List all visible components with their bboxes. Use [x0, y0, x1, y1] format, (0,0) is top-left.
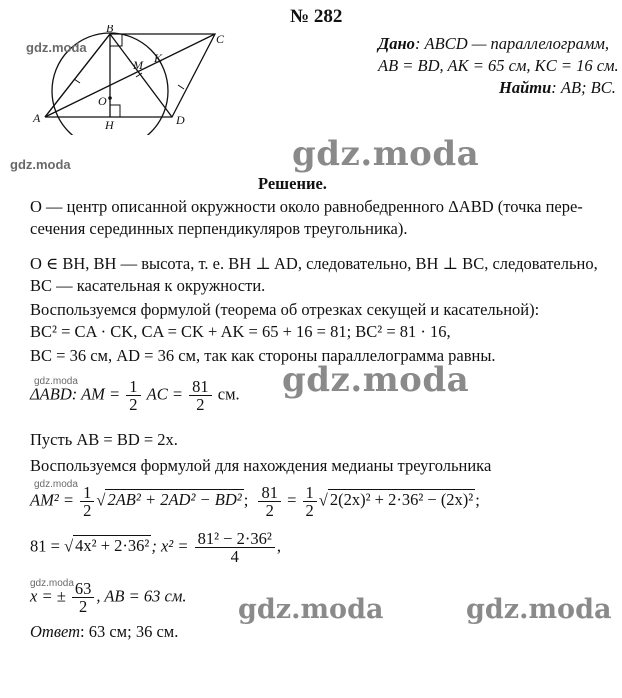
watermark-small: gdz.moda: [10, 157, 71, 172]
text-line: сечения серединных перпендикуляров треугольника).: [30, 219, 408, 238]
label-h: H: [105, 118, 114, 132]
formula-median-length: AM² = $\frac{1}{2}$ √ 2AB² + 2AD² − BD² ; $\frac{81}{2}$ = $\frac{1}{2}$ √ 2(2x)² + 2·36² − (2x)² ;: [30, 483, 480, 520]
watermark-small: gdz.moda: [26, 40, 87, 55]
label-k: K: [154, 51, 163, 65]
watermark-main: gdz.moda: [466, 594, 612, 625]
formula-x-squared: 81 = √ 4x² + 2·36² ; x² = $\frac{\text{81² − 2·36²}}{4}$ ,: [30, 529, 281, 566]
problem-number: № 282: [290, 6, 343, 27]
watermark-small: gdz.moda: [34, 376, 78, 387]
label-c: C: [216, 32, 225, 46]
solution-heading: Решение.: [258, 174, 327, 193]
find-line: Найти: AB; BC.: [499, 78, 616, 97]
answer-line: Ответ: 63 см; 36 см.: [30, 622, 179, 641]
text-line: Воспользуемся формулой (теорема об отрезках секущей и касательной):: [30, 300, 540, 319]
watermark-small: gdz.moda: [34, 479, 78, 490]
text-line: BC² = CA · CK, CA = CK + AK = 65 + 16 = 81; BC² = 81 · 16,: [30, 322, 451, 341]
given-line-2: AB = BD, AK = 65 см, KC = 16 см.: [378, 56, 619, 75]
label-m: M: [133, 58, 143, 72]
formula-result: x = ± $\frac{63}{2}$ , AB = 63 см.: [30, 579, 187, 616]
watermark-main: gdz.moda: [238, 594, 384, 625]
label-a: A: [33, 111, 41, 125]
watermark-main: gdz.moda: [292, 134, 480, 174]
text-line: BC = 36 см, AD = 36 см, так как стороны параллелограмма равны.: [30, 346, 496, 365]
given-line-1: Дано: ABCD — параллелограмм,: [378, 34, 610, 53]
text-line: Воспользуемся формулой для нахождения медианы треугольника: [30, 456, 492, 475]
formula-median: ΔABD: AM = $\frac{1}{2}$ AC = $\frac{81}{2}$ см.: [30, 377, 240, 414]
text-line: O — центр описанной окружности около равнобедренного ΔABD (точка пере-: [30, 197, 583, 216]
watermark-main: gdz.moda: [282, 360, 470, 400]
watermark-small: gdz.moda: [30, 578, 74, 589]
text-line: BC — касательная к окружности.: [30, 276, 266, 295]
label-d: D: [176, 113, 185, 127]
label-o: O: [98, 94, 107, 108]
text-line: Пусть AB = BD = 2x.: [30, 430, 178, 449]
label-b: B: [106, 25, 114, 35]
text-line: O ∈ BH, BH — высота, т. е. BH ⊥ AD, следовательно, BH ⊥ BC, следовательно,: [30, 254, 598, 273]
